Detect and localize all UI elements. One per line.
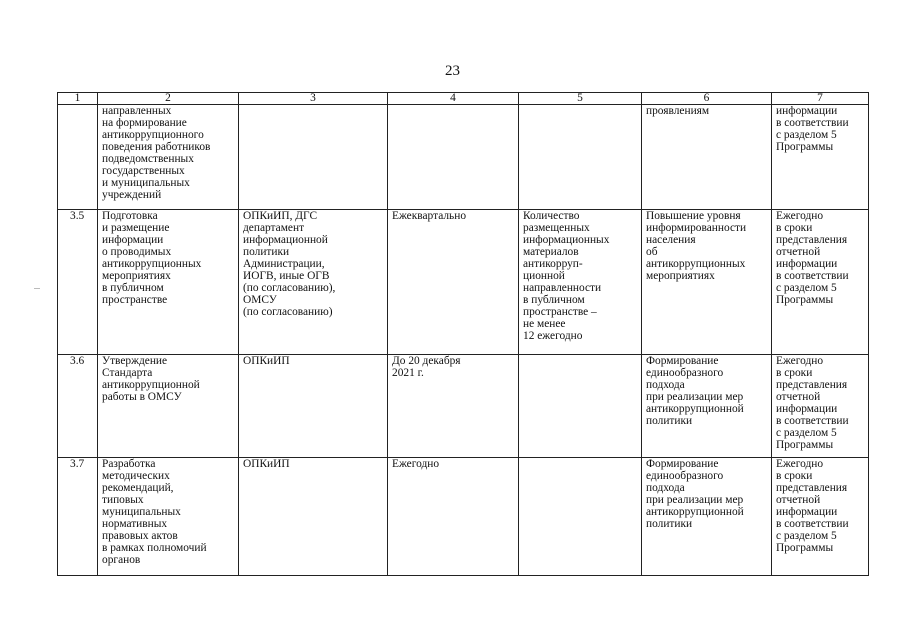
event-cell: Разработка методических рекомендаций, типовых муниципальных нормативных правовых актов в рамках полномочий органов: [98, 458, 239, 576]
result-cell: Формирование единообразного подхода при реализации мер антикоррупционной политики: [642, 458, 772, 576]
result-cell: проявлениям: [642, 105, 772, 210]
row-number: 3.6: [58, 355, 98, 458]
event-cell: направленных на формирование антикоррупционного поведения работников подведомственных государственных и муниципальных учреждений: [98, 105, 239, 210]
deadline-cell: Ежеквартально: [388, 210, 519, 355]
scan-mark: [34, 288, 40, 289]
executors-cell: ОПКиИП: [239, 458, 388, 576]
row-number: 3.7: [58, 458, 98, 576]
column-number: 2: [98, 93, 239, 105]
deadline-cell: [388, 105, 519, 210]
column-number: 7: [772, 93, 869, 105]
row-number: 3.5: [58, 210, 98, 355]
reporting-cell: информации в соответствии с разделом 5 Программы: [772, 105, 869, 210]
deadline-cell: До 20 декабря 2021 г.: [388, 355, 519, 458]
page-number: 23: [445, 63, 460, 79]
indicator-cell: [519, 458, 642, 576]
indicator-cell: [519, 105, 642, 210]
table-row: [58, 105, 869, 210]
row-number: [58, 105, 98, 210]
deadline-cell: Ежегодно: [388, 458, 519, 576]
reporting-cell: Ежегодно в сроки представления отчетной информации в соответствии с разделом 5 Программы: [772, 458, 869, 576]
executors-cell: ОПКиИП: [239, 355, 388, 458]
column-number: 3: [239, 93, 388, 105]
table-row: [58, 458, 869, 576]
column-number: 4: [388, 93, 519, 105]
executors-cell: [239, 105, 388, 210]
reporting-cell: Ежегодно в сроки представления отчетной информации в соответствии с разделом 5 Программы: [772, 355, 869, 458]
column-number: 1: [58, 93, 98, 105]
column-number-row: [58, 93, 869, 105]
result-cell: Повышение уровня информированности населения об антикоррупционных мероприятиях: [642, 210, 772, 355]
executors-cell: ОПКиИП, ДГС департамент информационной политики Администрации, ИОГВ, иные ОГВ (по согласованию), ОМСУ (по согласованию): [239, 210, 388, 355]
indicator-cell: [519, 355, 642, 458]
reporting-cell: Ежегодно в сроки представления отчетной информации в соответствии с разделом 5 Программы: [772, 210, 869, 355]
indicator-cell: Количество размещенных информационных материалов антикорруп- ционной направленности в публичном пространстве – не менее 12 ежегодно: [519, 210, 642, 355]
measures-table: [57, 92, 869, 576]
column-number: 6: [642, 93, 772, 105]
event-cell: Утверждение Стандарта антикоррупционной работы в ОМСУ: [98, 355, 239, 458]
column-number: 5: [519, 93, 642, 105]
result-cell: Формирование единообразного подхода при реализации мер антикоррупционной политики: [642, 355, 772, 458]
table-row: [58, 210, 869, 355]
table-row: [58, 355, 869, 458]
event-cell: Подготовка и размещение информации о проводимых антикоррупционных мероприятиях в публичном пространстве: [98, 210, 239, 355]
